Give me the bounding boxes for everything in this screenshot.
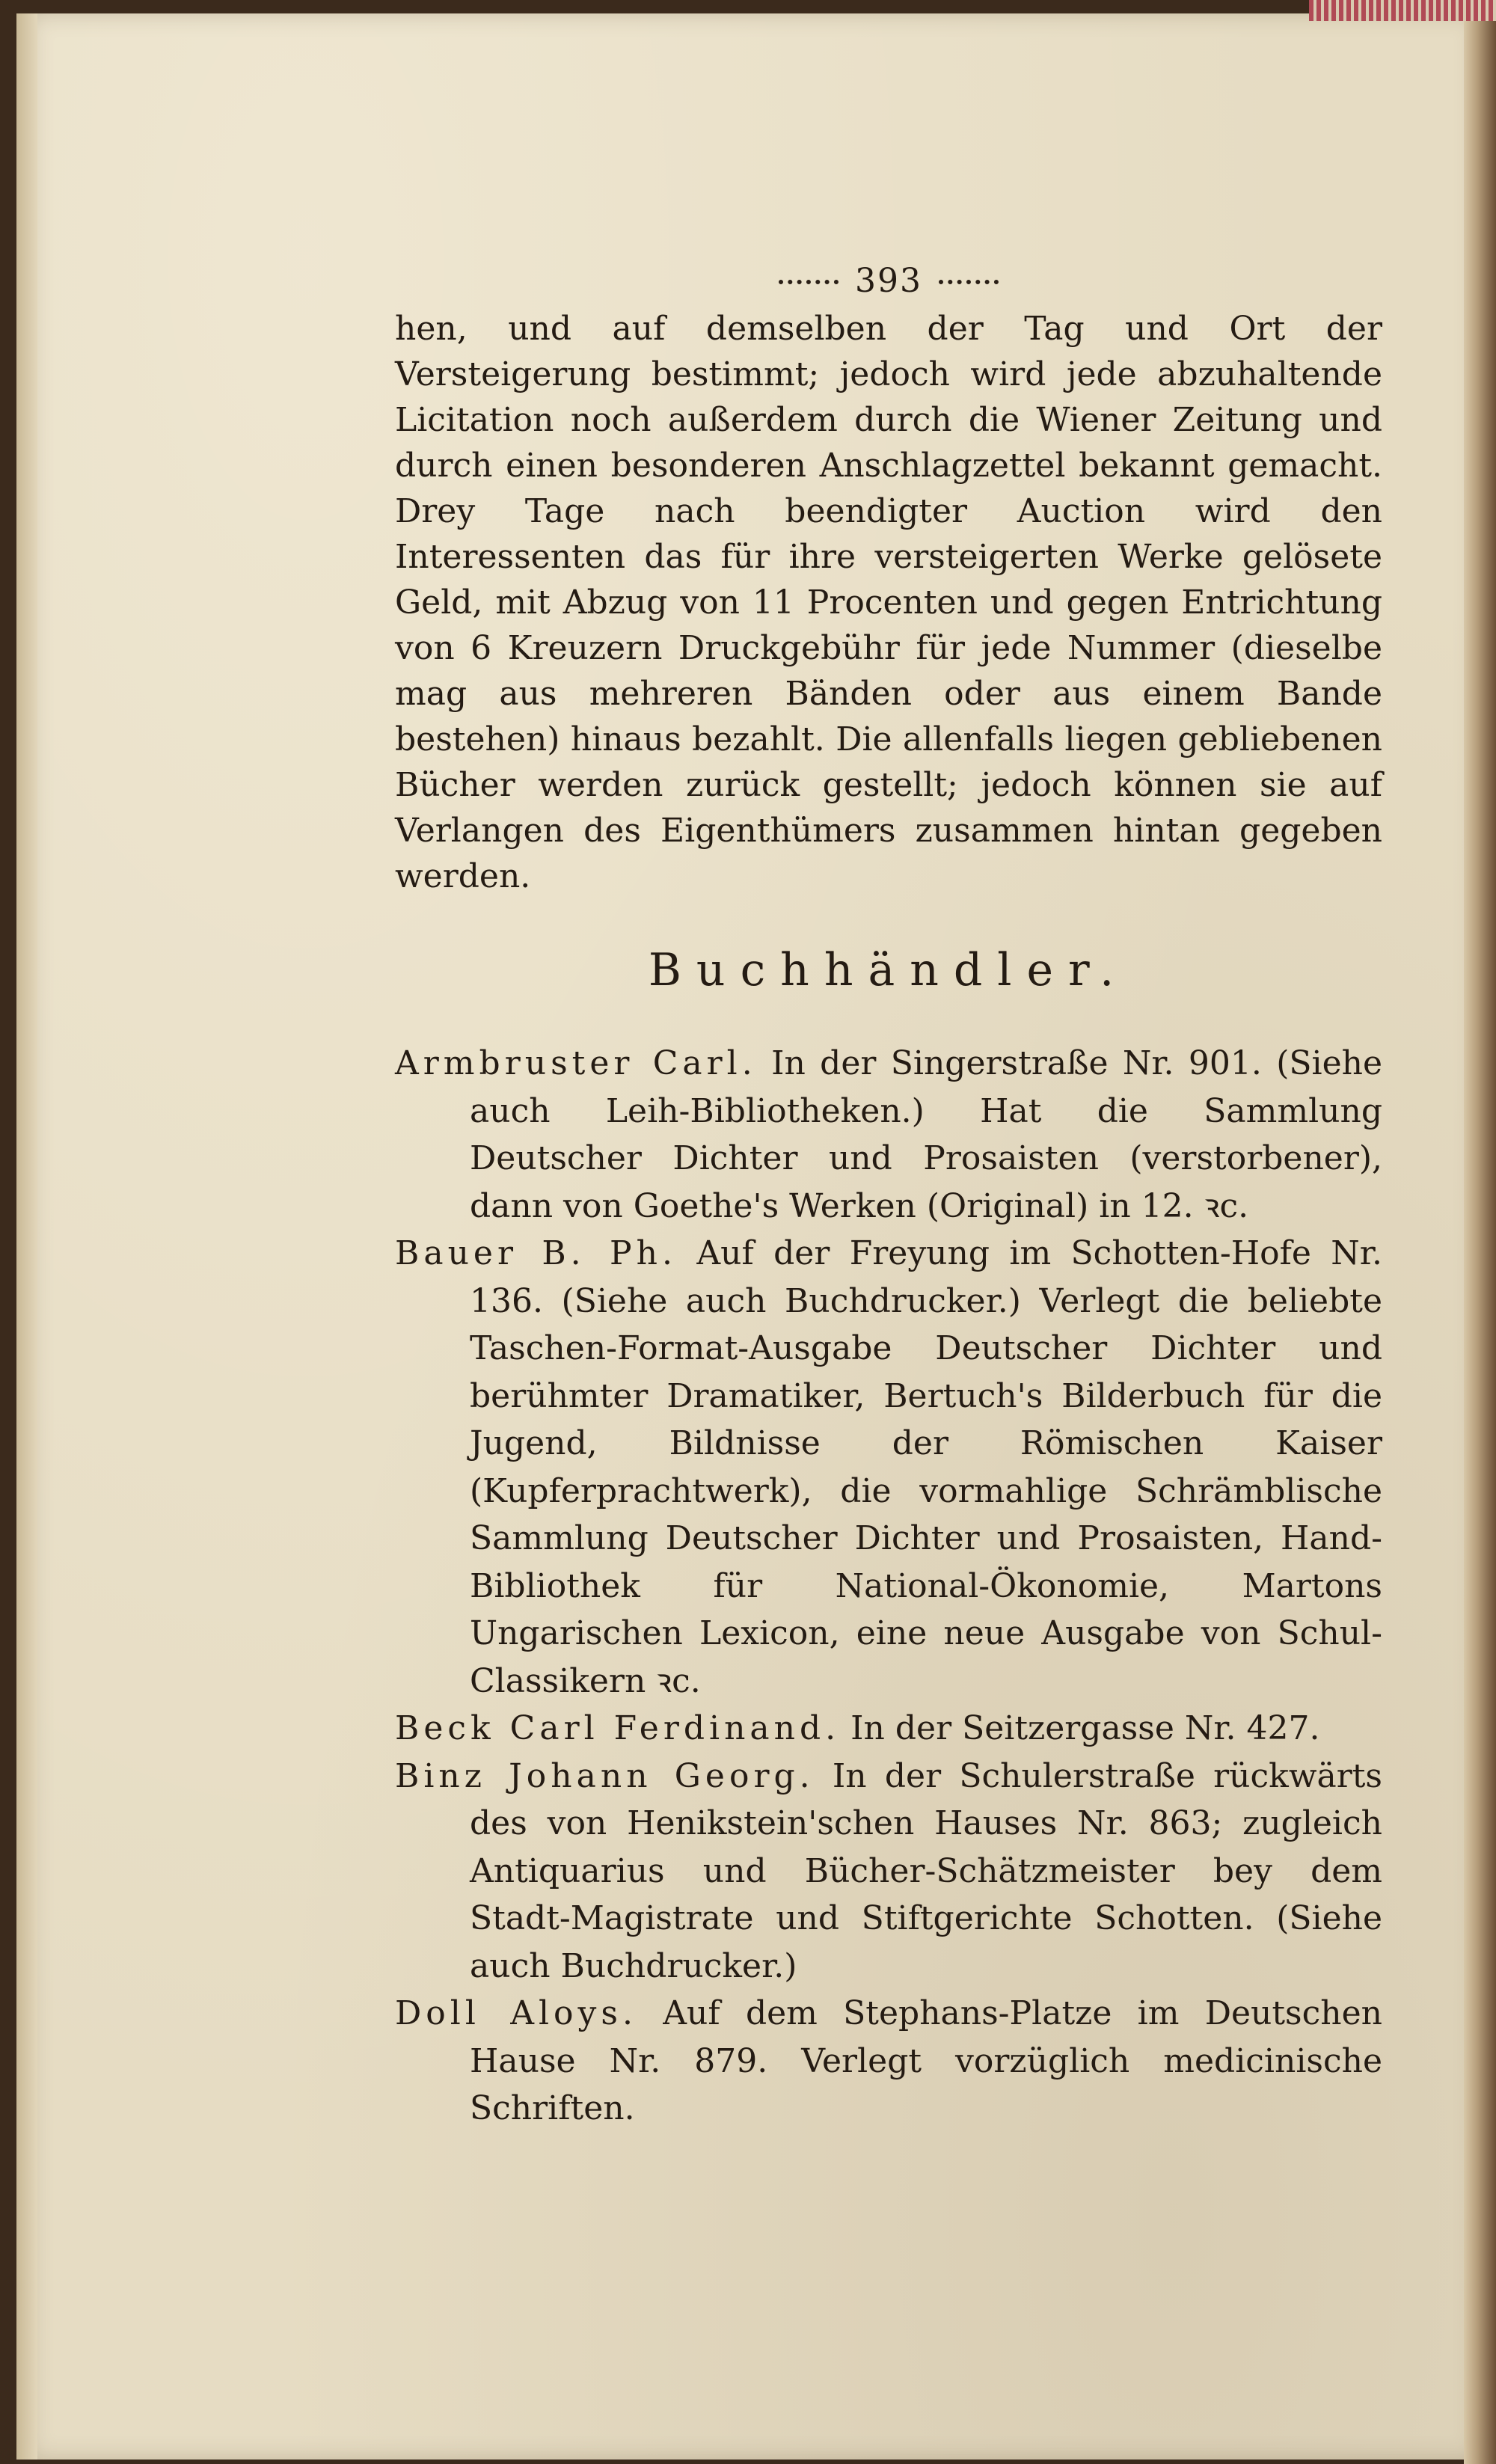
page-text-block [395, 262, 1382, 2133]
bookseller-entry [395, 1753, 1382, 1990]
bookseller-entry [395, 1990, 1382, 2133]
book-headband [1309, 0, 1496, 21]
entry-text: In der Seitzergasse Nr. 427. [850, 1709, 1320, 1747]
entry-name: Armbruster Carl. [395, 1044, 757, 1082]
entry-name: Doll Aloys. [395, 1994, 637, 2032]
entry-text: Auf der Freyung im Schotten-Hofe Nr. 136. (Siehe auch Buchdrucker.) Verlegt die beliebte Taschen-Format-Ausgabe Deutscher Dichter und berühmter Dramatiker, Bertuch's Bilderbuch für die Jugend, Bildnisse der Römischen Kaiser (Kupferprachtwerk), die vormahlige Schrämblische Sammlung Deutscher Dichter und Prosaisten, Hand-Bibliothek für National-Ökonomie, Martons Ungarischen Lexicon, eine neue Ausgabe von Schul-Classikern ꝛc. [470, 1234, 1382, 1700]
ornament-right-icon [939, 280, 999, 284]
entry-text: In der Schulerstraße rückwärts des von Henikstein'schen Hauses Nr. 863; zugleich Antiquarius und Bücher-Schätzmeister bey dem Stadt-Magistrate und Stiftgerichte Schotten. (Siehe auch Buchdrucker.) [470, 1756, 1383, 1985]
entry-text: In der Singerstraße Nr. 901. (Siehe auch Leih-Bibliotheken.) Hat die Sammlung Deutscher Dichter und Prosaisten (verstorbener), dann von Goethe's Werken (Original) in 12. ꝛc. [470, 1044, 1382, 1225]
bookseller-entry [395, 1040, 1382, 1230]
entry-text: Auf dem Stephans-Platze im Deutschen Hause Nr. 879. Verlegt vorzüglich medicinische Schriften. [470, 1994, 1382, 2127]
page-number: 393 [855, 262, 922, 300]
intro-paragraph: hen, und auf demselben der Tag und Ort der Versteigerung bestimmt; jedoch wird jede abzuhaltende Licitation noch außerdem durch die Wiener Zeitung und durch einen besonderen Anschlagzettel bekannt gemacht. Drey Tage nach beendigter Auction wird den Interessenten das für ihre versteigerten Werke gelösete Geld, mit Abzug von 11 Procenten und gegen Entrichtung von 6 Kreuzern Druckgebühr für jede Nummer (dieselbe mag aus mehreren Bänden oder aus einem Bande bestehen) hinaus bezahlt. Die allenfalls liegen gebliebenen Bücher werden zurück gestellt; jedoch können sie auf Verlangen des Eigenthümers zusammen hintan gegeben werden. [395, 310, 1382, 895]
section-heading: Buchhändler. [648, 944, 1129, 996]
bookseller-entry [395, 1705, 1382, 1753]
ornament-left-icon [779, 280, 839, 284]
page-number-line [395, 262, 1382, 300]
entry-name: Beck Carl Ferdinand. [395, 1709, 841, 1747]
bookseller-entry [395, 1230, 1382, 1705]
page-gutter-shadow [16, 13, 37, 2460]
entry-name: Binz Johann Georg. [395, 1756, 815, 1795]
book-binding-edge [1464, 0, 1496, 2464]
entry-name: Bauer B. Ph. [395, 1234, 677, 1272]
